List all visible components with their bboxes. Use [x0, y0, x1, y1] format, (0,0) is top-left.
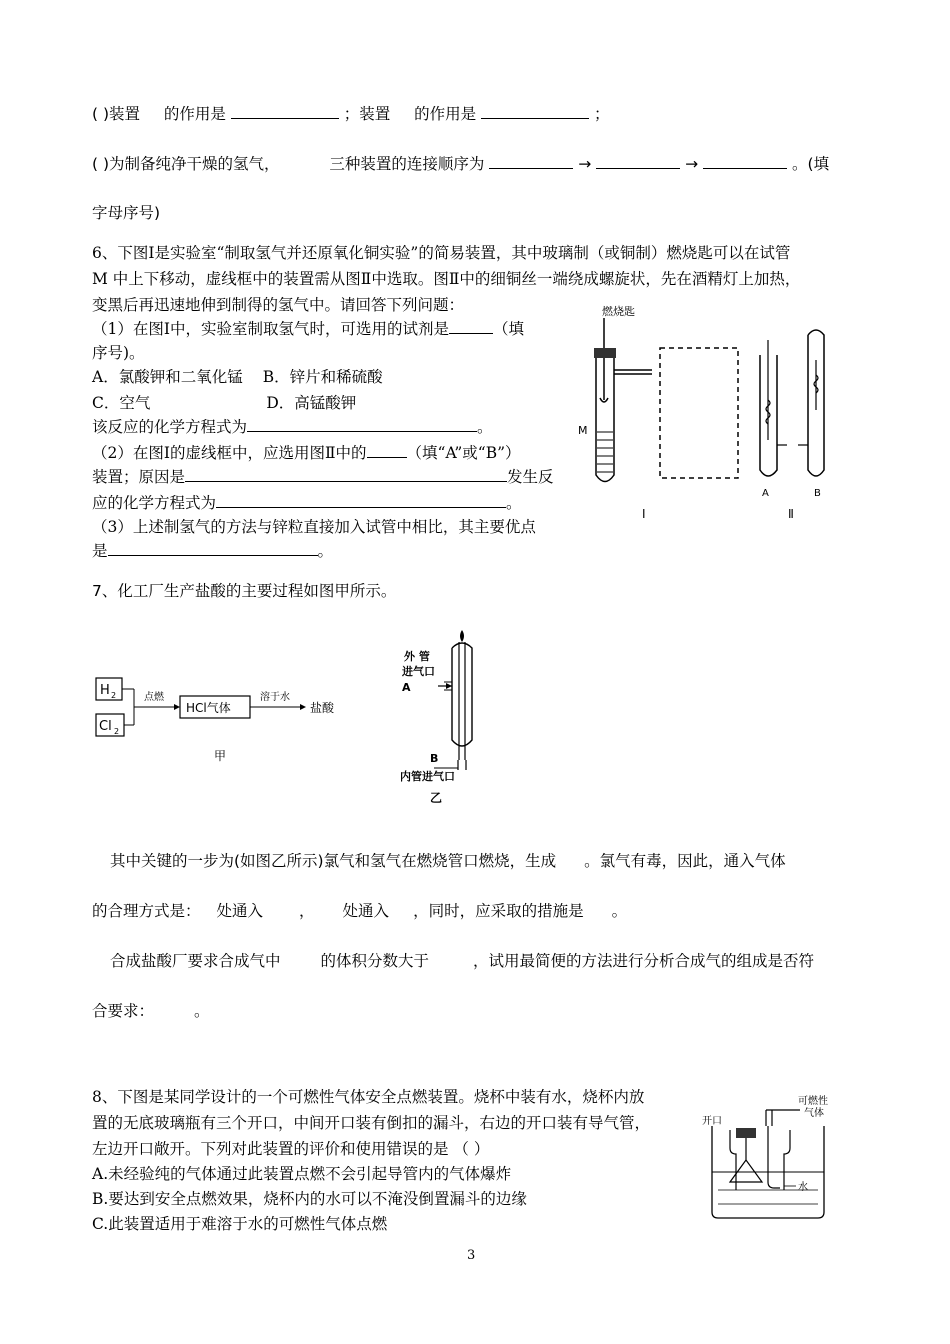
- gas-label-1: 可燃性: [798, 1096, 828, 1107]
- q7-para-4: [92, 1000, 210, 1022]
- text: 处通入: [216, 902, 264, 920]
- outer-inlet-label-1: 外 管: [404, 650, 430, 663]
- text: 。: [477, 418, 493, 436]
- q8-option-b: B.要达到安全点燃效果，烧杯内的水可以不淹没倒置漏斗的边缘: [92, 1190, 527, 1208]
- q7-para-3: [110, 950, 814, 972]
- text: 其中关键的一步为(如图乙所示)氯气和氢气在燃烧管口燃烧，生成: [110, 852, 557, 870]
- q6-intro-1: 6、下图Ⅰ是实验室“制取氢气并还原氧化铜实验”的简易装置，其中玻璃制（或铜制）燃烧匙可以在试管: [92, 244, 791, 262]
- dashed-box: [660, 348, 738, 478]
- gas-tube: [768, 1126, 780, 1188]
- text: ，同时，应采取的措施是: [413, 902, 584, 920]
- dissolve-label: 溶于水: [260, 692, 290, 703]
- outer-tube: [452, 643, 472, 746]
- answer-blank[interactable]: [489, 154, 573, 169]
- q6-part-2: [92, 442, 521, 464]
- text: ；装置: [343, 105, 396, 123]
- q6-part-1: [92, 318, 524, 340]
- option-c: C．空气: [92, 394, 151, 412]
- spoon-label: 燃烧匙: [602, 305, 635, 318]
- q6-equation-1: [92, 416, 493, 438]
- stopper: [736, 1128, 756, 1138]
- tube-b-label: B: [814, 488, 821, 499]
- cl2-subscript: 2: [114, 727, 120, 736]
- q6-apparatus-figure: [572, 300, 862, 525]
- option-d: D．高锰酸钾: [266, 394, 357, 412]
- text: 合要求：: [92, 1002, 155, 1020]
- q6-options-ab: [92, 366, 383, 388]
- text: 的合理方式是：: [92, 902, 201, 920]
- ignite-label: 点燃: [144, 692, 164, 703]
- text: 装置；原因是: [92, 468, 186, 486]
- q7-figure-jia: [92, 672, 352, 770]
- h2-subscript: 2: [111, 691, 117, 700]
- text: 该反应的化学方程式为: [92, 418, 248, 436]
- answer-blank[interactable]: [247, 417, 477, 432]
- q7-para-1: [110, 850, 786, 872]
- text: 的作用是: [414, 105, 477, 123]
- funnel: [730, 1160, 762, 1182]
- q8-line-2: 置的无底玻璃瓶有三个开口，中间开口装有倒扣的漏斗，右边的开口装有导气管，: [92, 1114, 651, 1132]
- arrow: →: [685, 155, 699, 173]
- text: （填“A”或“B”）: [406, 444, 521, 462]
- text: 处通入: [342, 902, 390, 920]
- acid-label: 盐酸: [310, 701, 335, 715]
- figure-jia-label: 甲: [214, 749, 227, 763]
- q5-line-4: [92, 153, 829, 175]
- q7-figure-yi: [392, 620, 502, 810]
- q6-part-3: （3）上述制氢气的方法与锌粒直接加入试管中相比，其主要优点: [92, 518, 536, 536]
- h2-label: H: [100, 683, 110, 698]
- text: ( )为制备纯净干燥的氢气，: [92, 155, 280, 173]
- q6-part-1-cont: 序号)。: [92, 344, 145, 362]
- inner-inlet-label: 内管进气口: [400, 770, 455, 783]
- q6-options-cd: [92, 392, 356, 414]
- text: 发生反: [507, 468, 554, 486]
- text: 。: [194, 1002, 210, 1020]
- answer-blank[interactable]: [216, 493, 506, 508]
- m-label: M: [578, 424, 588, 437]
- q8-apparatus-figure: [700, 1090, 850, 1222]
- inlet-b-label: B: [430, 752, 439, 765]
- q6-part-2-reason: [92, 466, 554, 488]
- page-number: 3: [467, 1248, 476, 1263]
- answer-blank[interactable]: [185, 467, 507, 482]
- text: 。: [506, 494, 522, 512]
- text: 的体积分数大于: [320, 952, 430, 970]
- figure-yi-label: 乙: [430, 791, 443, 805]
- figure-ii-label: Ⅱ: [788, 507, 794, 521]
- text: 应的化学方程式为: [92, 494, 217, 512]
- gas-label-2: 气体: [804, 1108, 824, 1119]
- bottomless-bottle: [730, 1130, 790, 1190]
- text: ，试用最简便的方法进行分析合成气的组成是否符: [473, 952, 815, 970]
- flame-icon: [460, 630, 464, 642]
- text: 。氯气有毒，因此，通入气体: [584, 852, 786, 870]
- inlet-a-label: A: [402, 681, 411, 694]
- q7-para-2: [92, 900, 627, 922]
- text: 是: [92, 542, 108, 560]
- text: 的作用是: [163, 105, 226, 123]
- answer-blank[interactable]: [367, 443, 407, 458]
- q5-line-5: 字母序号): [92, 204, 161, 222]
- answer-blank[interactable]: [703, 154, 787, 169]
- text: 。: [317, 542, 334, 560]
- water-label: 水: [798, 1182, 808, 1193]
- q5-line-3: [92, 103, 610, 125]
- text: （填: [493, 320, 525, 338]
- text: 三种装置的连接顺序为: [329, 155, 485, 173]
- q7-title: 7、化工厂生产盐酸的主要过程如图甲所示。: [92, 582, 397, 600]
- text: 。(填: [792, 155, 830, 173]
- q6-intro-3: 变黑后再迅速地伸到制得的氢气中。请回答下列问题：: [92, 296, 465, 314]
- q8-option-a: A.未经验纯的气体通过此装置点燃不会引起导管内的气体爆炸: [92, 1165, 512, 1183]
- q6-intro-2: M 中上下移动，虚线框中的装置需从图Ⅱ中选取。图Ⅱ中的细铜丝一端绕成螺旋状，先在酒精灯上加热，: [92, 270, 801, 288]
- q8-line-3: 左边开口敞开。下列对此装置的评价和使用错误的是 （ ）: [92, 1140, 490, 1158]
- text: （2）在图Ⅰ的虚线框中，应选用图Ⅱ中的: [92, 444, 367, 462]
- stopper: [594, 348, 616, 358]
- q6-part-3-cont: [92, 540, 333, 562]
- q8-line-1: 8、下图是某同学设计的一个可燃性气体安全点燃装置。烧杯中装有水，烧杯内放: [92, 1088, 645, 1106]
- answer-blank[interactable]: [481, 104, 589, 119]
- hcl-label: HCl气体: [186, 701, 231, 715]
- text: ，: [299, 902, 315, 920]
- answer-blank[interactable]: [231, 104, 339, 119]
- text: ；: [594, 105, 610, 123]
- answer-blank[interactable]: [108, 541, 318, 556]
- cl2-label: Cl: [99, 719, 112, 734]
- q6-part-2-equation: [92, 492, 522, 514]
- tube-a-label: A: [762, 488, 769, 499]
- q8-option-c: C.此装置适用于难溶于水的可燃性气体点燃: [92, 1215, 388, 1233]
- answer-blank[interactable]: [449, 319, 493, 334]
- option-b: B．锌片和稀硫酸: [262, 368, 383, 386]
- text: 。: [611, 902, 628, 920]
- opening-label: 开口: [702, 1116, 722, 1127]
- test-tube-m: [596, 358, 614, 482]
- text: （1）在图Ⅰ中，实验室制取氢气时，可选用的试剂是: [92, 320, 449, 338]
- option-a: A．氯酸钾和二氧化锰: [92, 368, 243, 386]
- text: 合成盐酸厂要求合成气中: [110, 952, 281, 970]
- arrow: →: [578, 155, 592, 173]
- outer-inlet-label-2: 进气口: [402, 665, 435, 678]
- text: ( )装置: [92, 105, 145, 123]
- figure-i-label: Ⅰ: [642, 507, 646, 521]
- answer-blank[interactable]: [596, 154, 680, 169]
